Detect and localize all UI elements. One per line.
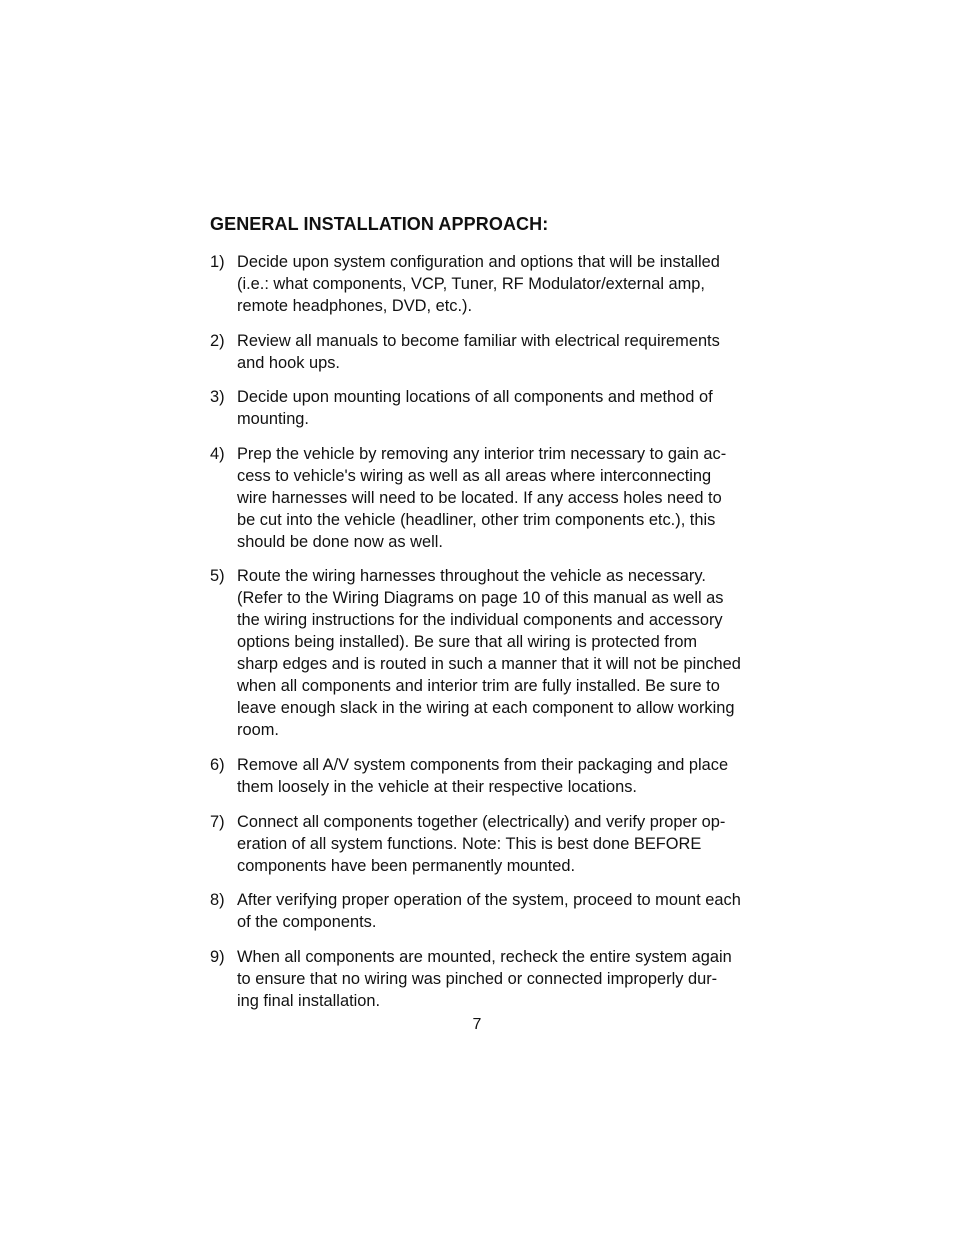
step-text: Prep the vehicle by removing any interior trim necessary to gain ac- cess to vehicle's wiring as well as all areas where interconnecting wire harnesses will need to be located. If any access holes need to be cut into the vehicle (headliner, other trim components etc.), this should be done now as well. [237, 444, 727, 551]
step-number: 1) [210, 253, 225, 271]
step-text: Review all manuals to become familiar with electrical requirements and hook ups. [237, 331, 720, 372]
page-number: 7 [472, 1016, 482, 1033]
step-text: Decide upon mounting locations of all components and method of mounting. [237, 388, 713, 429]
step-text: Decide upon system configuration and options that will be installed (i.e.: what components, VCP, Tuner, RF Modulator/external amp, remote headphones, DVD, etc.). [237, 253, 720, 315]
step-number: 2) [210, 331, 225, 350]
list-item-step-4 [210, 443, 746, 553]
section-heading: GENERAL INSTALLATION APPROACH: [210, 214, 549, 234]
step-number: 3) [210, 388, 225, 407]
list-item-step-3 [210, 386, 746, 430]
step-number: 9) [210, 947, 225, 966]
installation-steps-list [210, 251, 746, 1024]
list-item-step-5 [210, 565, 746, 741]
step-text: After verifying proper operation of the system, proceed to mount each of the components. [237, 891, 741, 932]
step-text: Route the wiring harnesses throughout the vehicle as necessary. (Refer to the Wiring Diagrams on page 10 of this manual as well as the wiring instructions for the individual components and accessory options being installed). Be sure that all wiring is protected from sharp edges and is routed in such a manner that it will not be pinched when all components and interior trim are fully installed. Be sure to leave enough slack in the wiring at each component to allow working room. [237, 567, 741, 740]
list-item-step-9 [210, 946, 746, 1012]
step-text: Connect all components together (electrically) and verify proper op- eration of all system functions. Note: This is best done BEFORE components have been permanently mounted. [237, 812, 726, 875]
step-number: 7) [210, 812, 225, 831]
step-number: 8) [210, 891, 225, 910]
list-item-step-2 [210, 330, 746, 374]
list-item-step-1 [210, 251, 746, 317]
list-item-step-6 [210, 754, 746, 798]
step-text: Remove all A/V system components from their packaging and place them loosely in the vehicle at their respective locations. [237, 755, 729, 796]
step-number: 6) [210, 755, 225, 774]
list-item-step-8 [210, 889, 746, 933]
step-text: When all components are mounted, recheck the entire system again to ensure that no wiring was pinched or connected improperly dur- ing final installation. [237, 947, 732, 1010]
step-number: 5) [210, 567, 225, 586]
list-item-step-7 [210, 811, 746, 877]
step-number: 4) [210, 444, 225, 463]
